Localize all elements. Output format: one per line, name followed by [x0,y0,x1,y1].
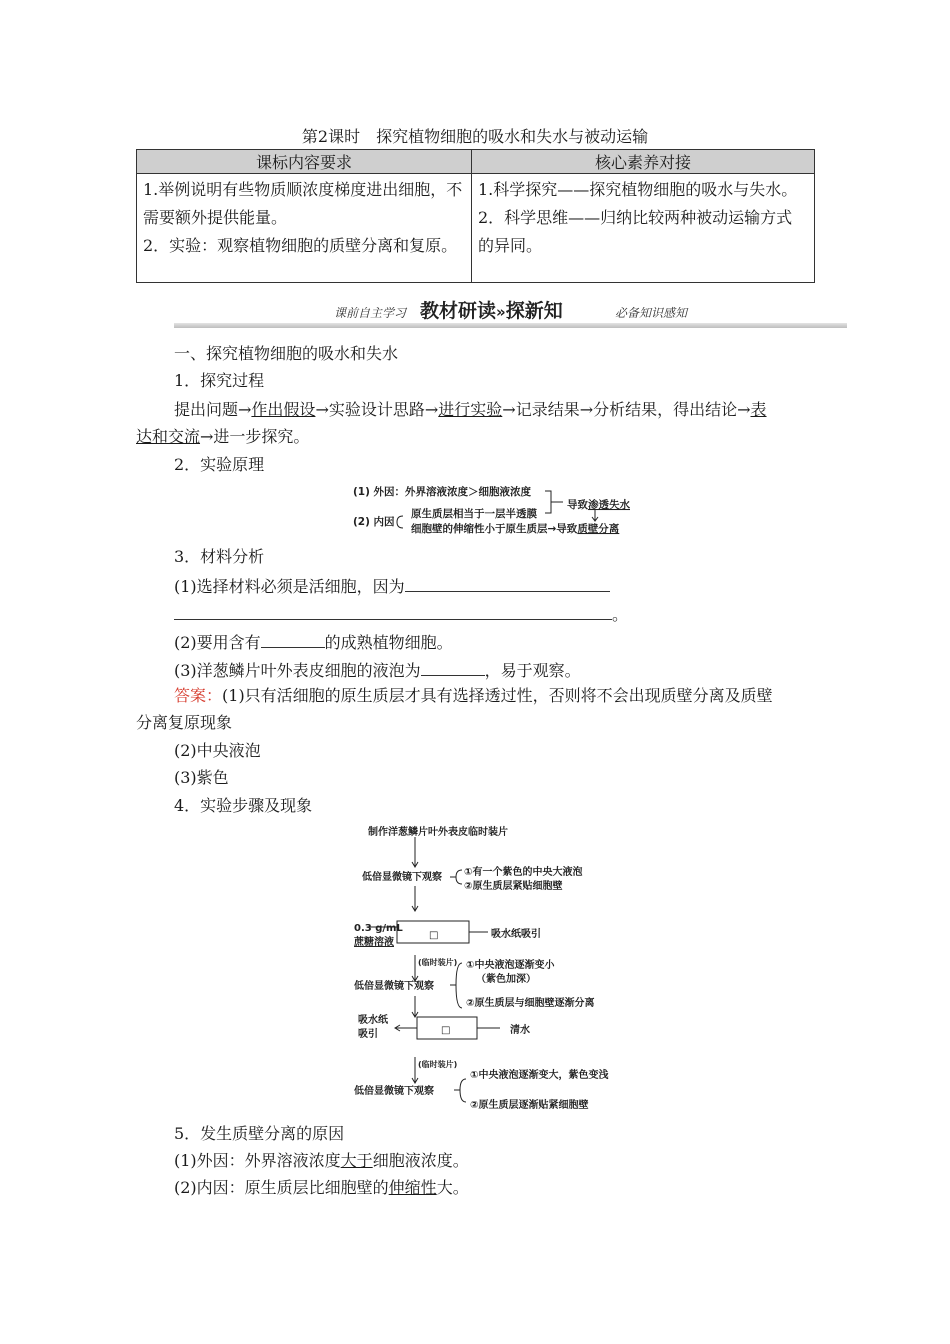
solution-label: 0.3 g/mL [354,923,403,934]
key-term: 渗透失水 [588,499,630,511]
text: (1)选择材料必须是活细胞，因为 [174,577,405,596]
table-header-left: 课标内容要求 [137,150,472,174]
step-observe: 低倍显微镜下观察 [362,872,442,883]
table-header-right: 核心素养对接 [472,150,815,174]
principle-diagram [345,480,655,540]
experiment-flowchart [350,822,640,1118]
subheading: 5．发生质壁分离的原因 [174,1124,345,1143]
absorb-label: 吸引 [358,1029,378,1040]
subheading: 3．材料分析 [174,547,265,566]
banner-main-b: 探新知 [505,300,563,322]
key-term: 达和交流 [136,427,201,446]
text: (1)外因：外界溶液浓度 [174,1151,341,1170]
banner-main-a: 教材研读 [420,300,497,322]
step-top: 制作洋葱鳞片叶外表皮临时装片 [368,827,508,838]
text: 导致 [567,499,588,511]
literacy-item: 2．科学思维——归纳比较两种被动运输方式的异同。 [478,208,793,255]
observation: ①中央液泡逐渐变大，紫色变浅 [470,1070,609,1081]
text: 。 [612,605,629,624]
answer-blank[interactable] [405,575,610,592]
banner-left: 课前自主学习 [334,306,407,320]
inner-cause-2 [411,522,620,535]
key-term: 质壁分离 [577,523,620,535]
observation: ①中央液泡逐渐变小 [466,960,555,971]
brace [456,870,462,884]
text: 的成熟植物细胞。 [324,633,453,652]
brace [456,963,462,1008]
answer-line-1 [174,686,773,706]
text: (2)内因：原生质层比细胞壁的 [174,1178,389,1197]
standards-table [136,149,815,283]
page-title: 第2课时 探究植物细胞的吸水和失水与被动运输 [301,127,649,146]
text: 大。 [436,1178,469,1197]
answer-line-2: (2)中央液泡 [174,741,261,760]
text: (3)洋葱鳞片叶外表皮细胞的液泡为 [174,661,421,680]
observation: ②原生质层逐渐贴紧细胞壁 [470,1100,589,1111]
cell-icon: □ [441,1025,451,1036]
banner-main [420,296,563,323]
banner-divider [174,323,847,328]
key-term: 大于 [340,1151,373,1170]
step-observe: 低倍显微镜下观察 [354,1086,434,1097]
step-observe: 低倍显微镜下观察 [354,981,434,992]
question-1 [174,575,610,597]
text: (2)要用含有 [174,633,261,652]
bracket [545,491,551,513]
tag: (临时装片) [418,958,458,967]
answer-text: (1)只有活细胞的原生质层才具有选择透过性，否则将不会出现质壁分离及质壁 [222,686,773,705]
table-cell-left [137,174,472,283]
brace [460,1079,466,1102]
subheading: 2．实验原理 [174,455,265,474]
key-term: 表 [750,400,767,419]
answer-line-3: (3)紫色 [174,768,229,787]
cell-icon: □ [429,930,439,941]
subheading: 1．探究过程 [174,371,265,390]
banner-right: 必备知识感知 [615,306,688,320]
observation: （紫色加深） [476,974,536,985]
process-line-2 [136,427,309,447]
text: →实验设计思路→ [315,400,439,419]
text: 提出问题→ [174,400,252,419]
question-2 [174,631,453,653]
text: ，易于观察。 [484,661,581,680]
observation: ②原生质层紧贴细胞壁 [464,881,563,892]
banner-arrow-icon: » [496,303,506,321]
text: 细胞壁的伸缩性小于原生质层→导致 [411,523,578,535]
key-term: 伸缩性 [388,1178,437,1197]
section-banner [174,296,847,328]
cause-outer [174,1151,469,1171]
text: →记录结果→分析结果，得出结论→ [502,400,751,419]
text: 细胞液浓度。 [372,1151,469,1170]
text: →进一步探究。 [200,427,310,446]
observation: ①有一个紫色的中央大液泡 [464,867,583,878]
cause-inner [174,1178,469,1198]
brace [397,516,403,528]
answer-line-1b: 分离复原现象 [136,713,233,732]
question-1-cont [174,603,628,625]
standard-item: 2．实验：观察植物细胞的质壁分离和复原。 [143,236,458,255]
process-line-1 [174,400,767,420]
absorb-label: 吸水纸 [358,1015,388,1026]
answer-blank[interactable] [261,631,325,648]
subheading: 4．实验步骤及现象 [174,796,313,815]
section-heading: 一、探究植物细胞的吸水和失水 [174,344,399,363]
key-term: 进行实验 [438,400,503,419]
answer-blank[interactable] [421,659,485,676]
table-cell-right [472,174,815,283]
question-3 [174,659,581,681]
observation: ②原生质层与细胞壁逐渐分离 [466,998,595,1009]
result [567,498,630,511]
water-label: 清水 [510,1025,530,1036]
absorb-label: 吸水纸吸引 [491,929,541,940]
inner-label: (2) 内因 [353,516,395,528]
literacy-item: 1.科学探究——探究植物细胞的吸水与失水。 [478,180,798,199]
outer-cause: (1) 外因：外界溶液浓度＞细胞液浓度 [353,486,532,498]
solution-label: 蔗糖溶液 [354,937,394,948]
tag: (临时装片) [418,1060,458,1069]
answer-blank[interactable] [174,603,612,620]
inner-cause-1: 原生质层相当于一层半透膜 [411,508,537,520]
standard-item: 1.举例说明有些物质顺浓度梯度进出细胞，不需要额外提供能量。 [143,180,463,227]
answer-label: 答案： [174,686,223,705]
key-term: 作出假设 [251,400,316,419]
